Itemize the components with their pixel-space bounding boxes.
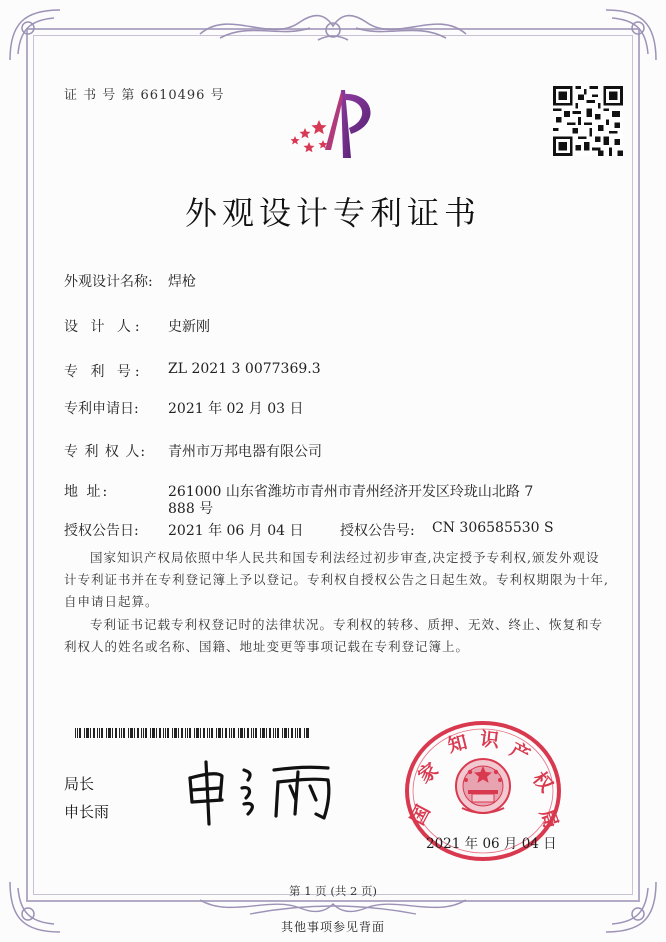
top-ornament-icon: [190, 4, 476, 46]
designer-label: 设 计 人:: [64, 319, 144, 335]
director-name: 申长雨: [64, 803, 110, 821]
barcode-icon: [75, 728, 312, 738]
svg-text:家: 家: [414, 758, 443, 788]
patentee-value: 青州市万邦电器有限公司: [168, 444, 322, 460]
page-number: 第 1 页 (共 2 页): [289, 884, 377, 898]
grant-paragraph: 国家知识产权局依照中华人民共和国专利法经过初步审查,决定授予专利权,颁发外观设计专利证书并在专利登记簿上予以登记。专利权自授权公告之日起生效。专利权期限为十年,自申请日起算。: [64, 550, 609, 609]
seal-date: 2021 年 06 月 04 日: [426, 836, 557, 852]
grant-number-label: 授权公告号:: [340, 523, 415, 539]
director-title: 局长: [64, 775, 95, 793]
design-name-value: 焊枪: [168, 274, 196, 290]
design-name-label: 外观设计名称:: [64, 274, 153, 290]
certificate-number: 证 书 号 第 6610496 号: [64, 88, 225, 103]
grant-date-label: 授权公告日:: [64, 523, 139, 539]
patent-number-label: 专 利 号:: [64, 364, 144, 380]
national-emblem-icon: [456, 759, 510, 813]
filing-date-value: 2021 年 02 月 03 日: [168, 401, 304, 417]
corner-ornament-icon: [4, 4, 68, 68]
handwritten-signature-icon: [178, 756, 348, 828]
address-label: 地 址:: [64, 484, 110, 500]
patent-number-value: ZL 2021 3 0077369.3: [168, 361, 321, 377]
address-value: 261000 山东省潍坊市青州市青州经济开发区玲珑山北路 7: [168, 484, 534, 500]
svg-text:局: 局: [535, 806, 562, 832]
corner-ornament-icon: [598, 4, 662, 68]
certificate-title: 外观设计专利证书: [184, 194, 481, 232]
svg-text:权: 权: [528, 767, 558, 797]
filing-date-label: 专利申请日:: [64, 401, 139, 417]
legal-status-paragraph: 专利证书记载专利权登记时的法律状况。专利权的转移、质押、无效、终止、恢复和专利权人的姓名或名称、国籍、地址变更等事项记载在专利登记簿上。: [64, 617, 604, 654]
grant-date-value: 2021 年 06 月 04 日: [168, 523, 304, 539]
patentee-label: 专 利 权 人:: [64, 444, 147, 460]
svg-text:国: 国: [406, 801, 435, 829]
svg-text:产: 产: [506, 738, 534, 767]
grant-number-value: CN 306585530 S: [432, 520, 554, 536]
back-page-note: 其他事项参见背面: [280, 920, 385, 934]
designer-value: 史新刚: [168, 319, 210, 335]
qr-code-icon: [553, 86, 623, 156]
svg-text:知: 知: [445, 731, 470, 758]
address-value-line2: 888 号: [168, 501, 214, 517]
patent-office-logo-icon: [285, 84, 385, 164]
svg-text:识: 识: [479, 728, 501, 752]
